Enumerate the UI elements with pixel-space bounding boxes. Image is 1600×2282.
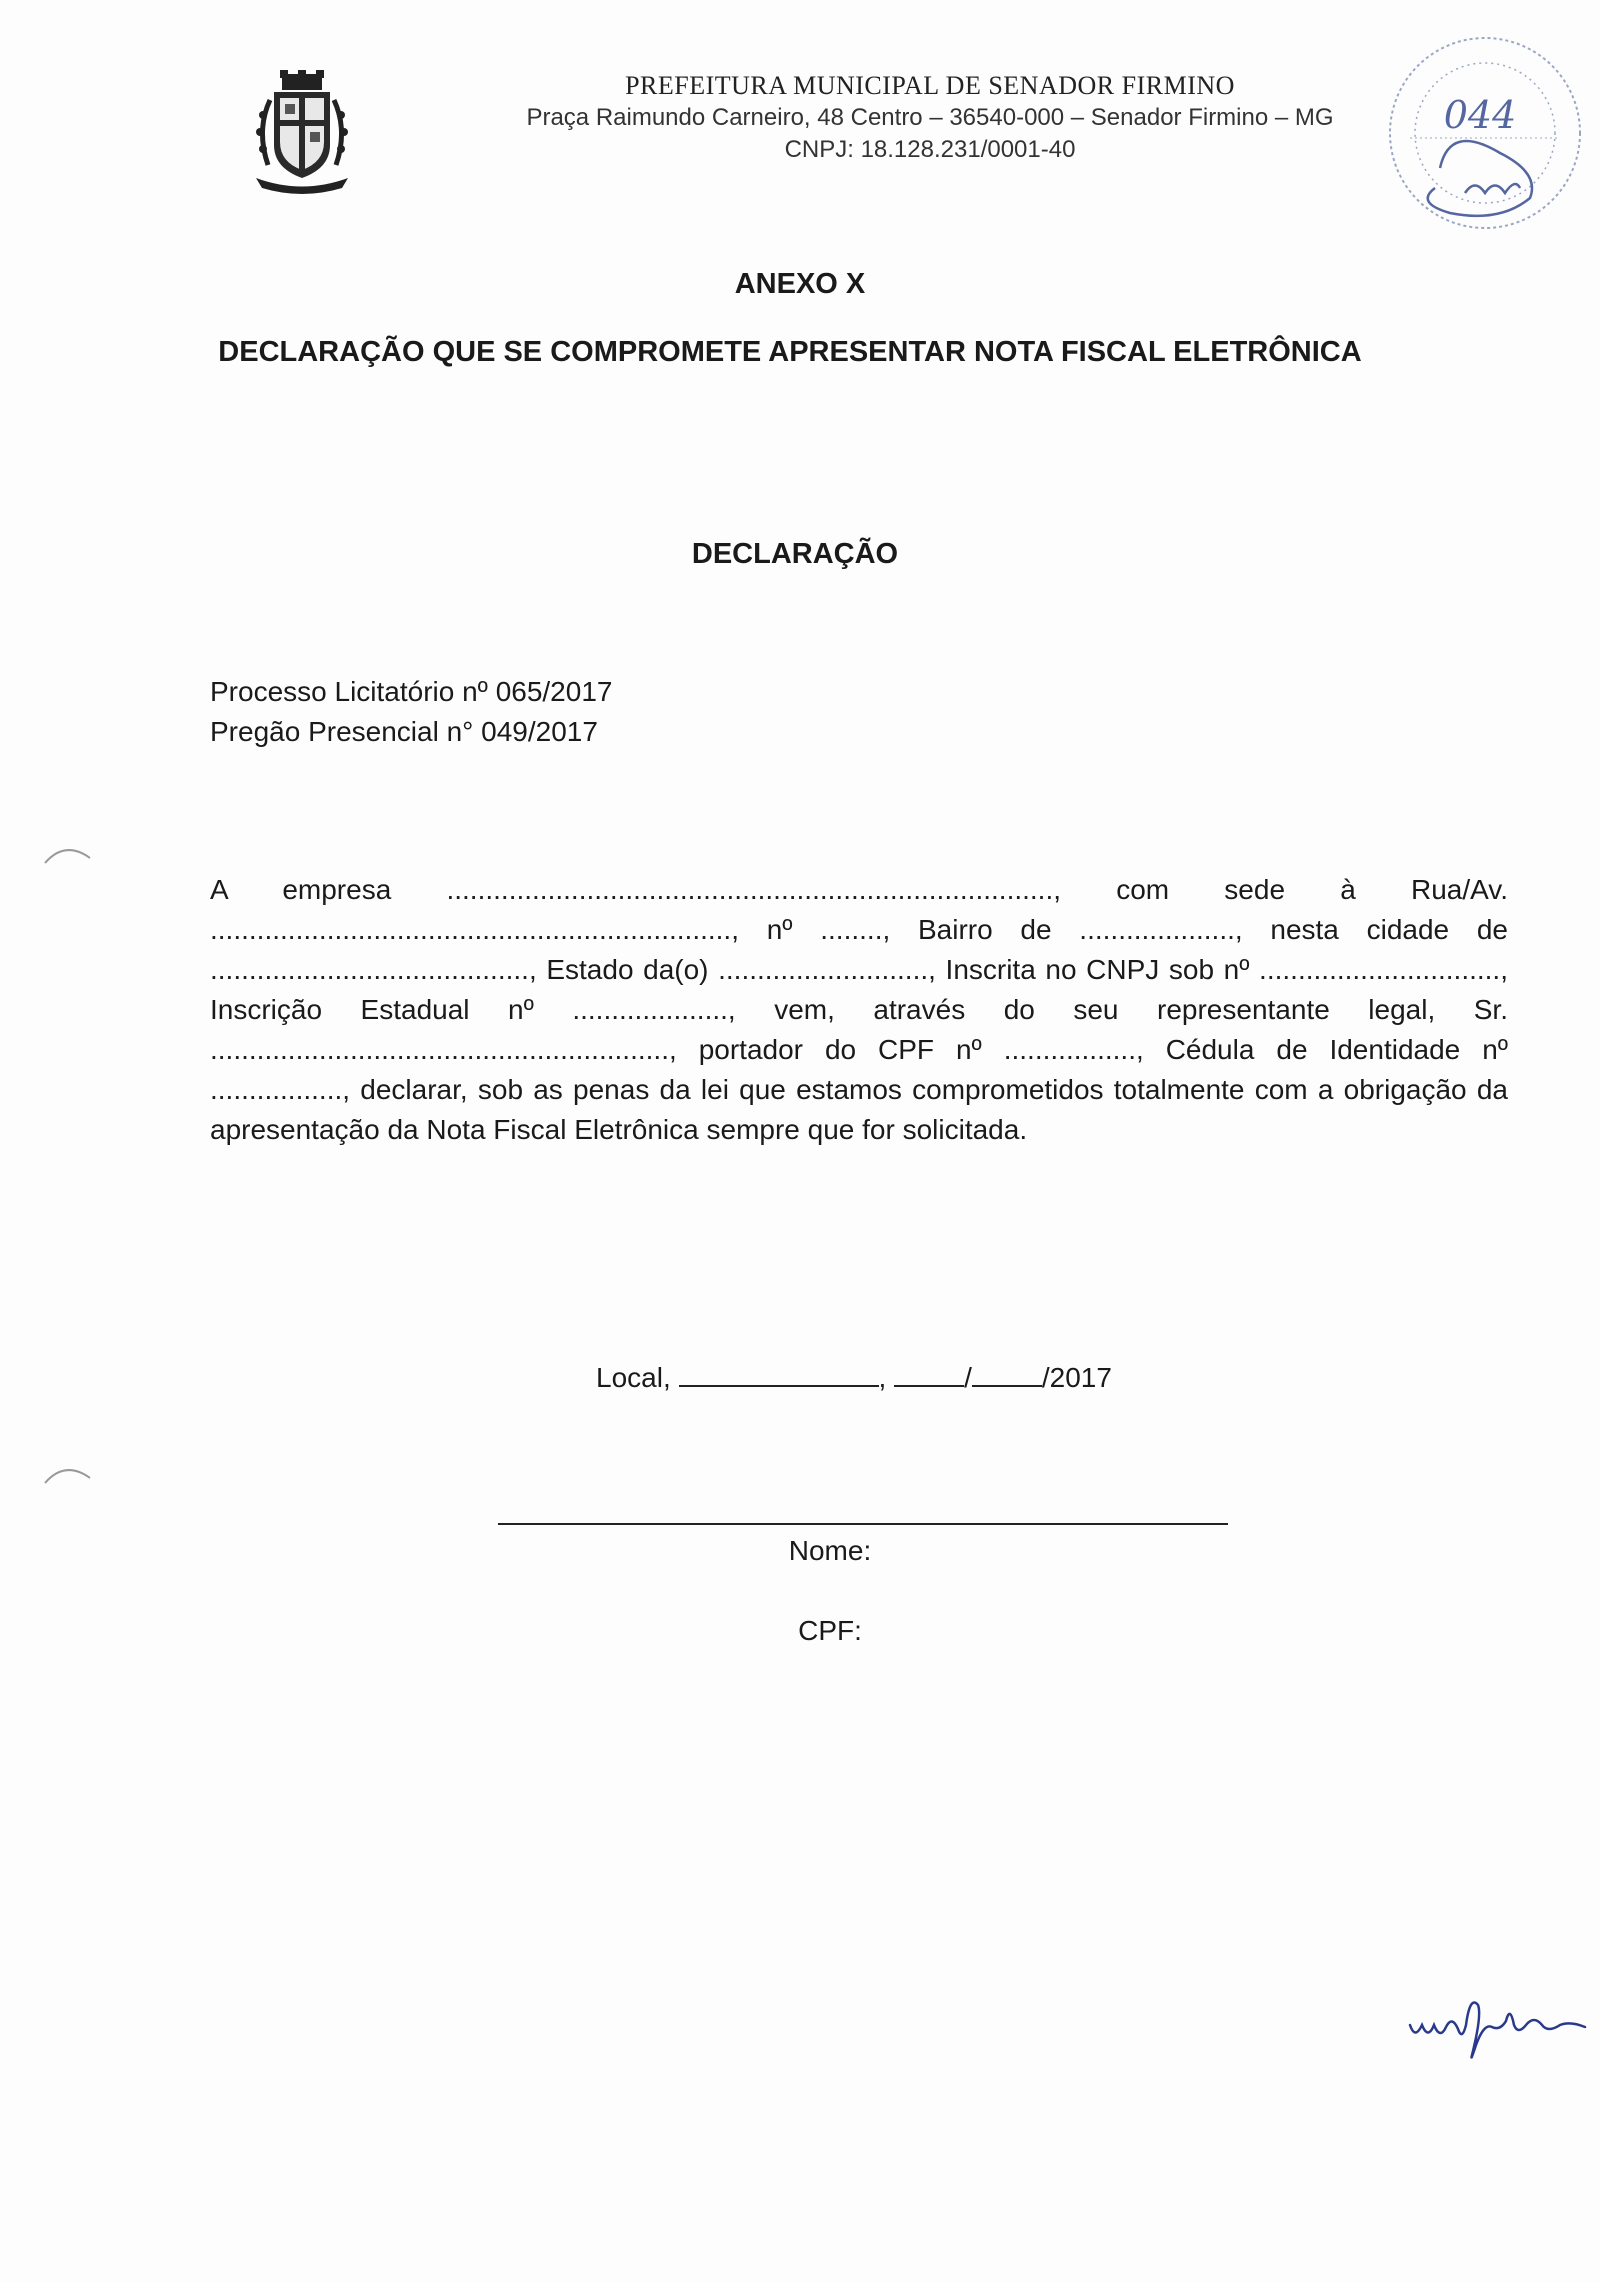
signature-line[interactable] bbox=[498, 1523, 1228, 1525]
letterhead bbox=[420, 70, 1440, 166]
month-blank[interactable] bbox=[972, 1355, 1042, 1387]
signature-cpf-label: CPF: bbox=[798, 1615, 862, 1646]
local-comma: , bbox=[878, 1362, 887, 1393]
organization-name: PREFEITURA MUNICIPAL DE SENADOR FIRMINO bbox=[625, 71, 1235, 100]
organization-address: Praça Raimundo Carneiro, 48 Centro – 36540-000 – Senador Firmino – MG bbox=[526, 104, 1334, 131]
handwritten-rubric-icon bbox=[1400, 1985, 1600, 2065]
process-references bbox=[210, 672, 612, 752]
punch-hole-mark-icon bbox=[40, 838, 100, 868]
declaration-subtitle: DECLARAÇÃO bbox=[691, 538, 899, 570]
municipal-crest-icon bbox=[250, 70, 355, 195]
signature-name-label: Nome: bbox=[788, 1535, 872, 1566]
stamp-number: 044 bbox=[1443, 93, 1517, 137]
declaration-title: DECLARAÇÃO QUE SE COMPROMETE APRESENTAR NOTA FISCAL ELETRÔNICA bbox=[218, 336, 1362, 368]
organization-cnpj: CNPJ: 18.128.231/0001-40 bbox=[784, 136, 1076, 163]
date-slash: / bbox=[964, 1362, 972, 1393]
local-date-line bbox=[596, 1355, 1112, 1398]
declaration-body: A empresa .............................................................................., com sede à Rua/Av. ..................................................................., nº ........, Bairro de ...................., nesta cidade de ........................................., Estado da(o) ..........................., Inscrita no CNPJ sob nº ..............................., Inscrição Estadual nº ...................., vem, através do seu representante legal, Sr. ..........................................................., portador do CPF nº ................., Cédula de Identidade nº ................., declarar, sob as penas da lei que estamos comprometidos totalmente com a obrigação da apresentação da Nota Fiscal Eletrônica sempre que for solicitada. bbox=[210, 874, 1508, 1145]
local-blank[interactable] bbox=[679, 1355, 879, 1387]
punch-hole-mark-icon bbox=[40, 1458, 100, 1488]
day-blank[interactable] bbox=[894, 1355, 964, 1387]
local-label: Local, bbox=[596, 1362, 671, 1393]
pregao-presencial: Pregão Presencial n° 049/2017 bbox=[210, 716, 598, 747]
process-licitatorio: Processo Licitatório nº 065/2017 bbox=[210, 676, 613, 707]
annex-title: ANEXO X bbox=[734, 268, 866, 300]
date-year: /2017 bbox=[1041, 1362, 1112, 1393]
commission-stamp-icon bbox=[1380, 28, 1590, 238]
